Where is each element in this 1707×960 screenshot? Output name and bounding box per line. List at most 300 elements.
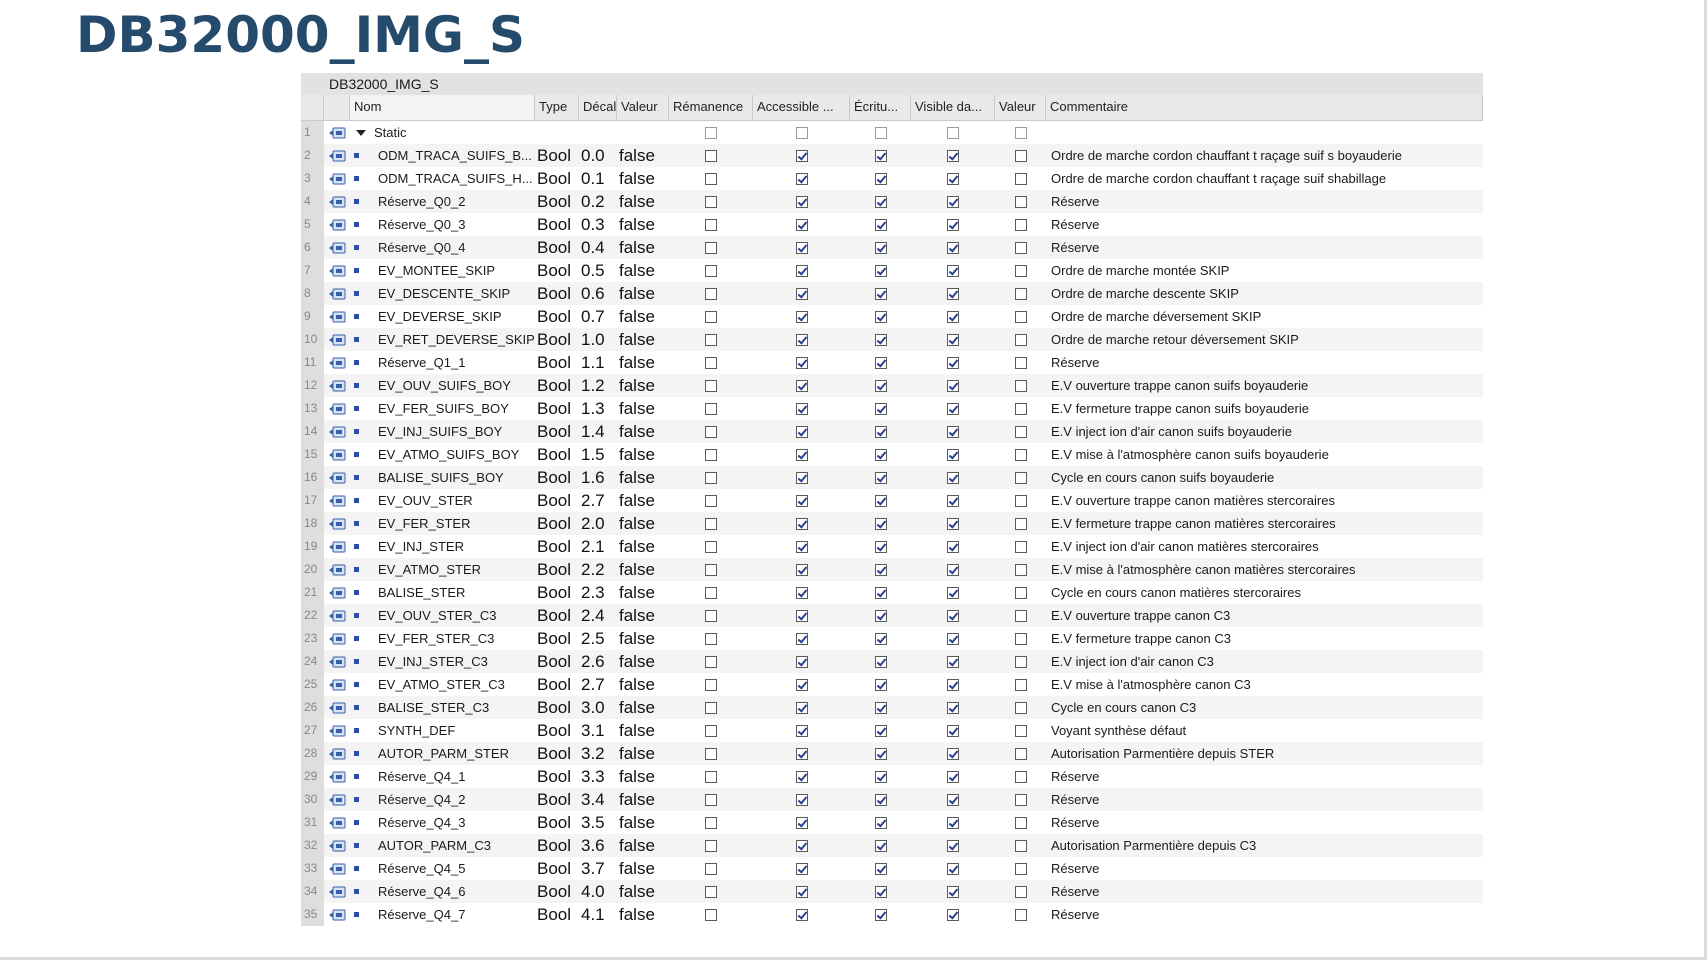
table-row[interactable] bbox=[301, 512, 1483, 535]
accessible-checkbox[interactable] bbox=[753, 673, 850, 696]
type-cell[interactable]: Bool bbox=[537, 652, 572, 671]
remanence-checkbox[interactable] bbox=[669, 167, 753, 190]
valeur-checkbox[interactable] bbox=[995, 167, 1046, 190]
type-cell[interactable]: Bool bbox=[537, 721, 572, 740]
type-cell[interactable]: Bool bbox=[537, 399, 572, 418]
name-cell[interactable] bbox=[350, 604, 535, 627]
ecriture-checkbox[interactable] bbox=[850, 650, 911, 673]
visible-checkbox[interactable] bbox=[911, 259, 995, 282]
name-cell[interactable] bbox=[350, 650, 535, 673]
ecriture-checkbox[interactable] bbox=[850, 627, 911, 650]
comment-cell[interactable]: E.V fermeture trappe canon C3 bbox=[1051, 631, 1231, 646]
table-row[interactable] bbox=[301, 305, 1483, 328]
valeur-checkbox[interactable] bbox=[995, 512, 1046, 535]
comment-cell[interactable]: Ordre de marche déversement SKIP bbox=[1051, 309, 1262, 324]
remanence-checkbox[interactable] bbox=[669, 558, 753, 581]
type-cell[interactable]: Bool bbox=[537, 353, 572, 372]
table-row[interactable] bbox=[301, 466, 1483, 489]
name-cell[interactable] bbox=[350, 213, 535, 236]
type-cell[interactable]: Bool bbox=[537, 629, 572, 648]
header-nom[interactable]: Nom bbox=[350, 95, 535, 120]
visible-checkbox[interactable] bbox=[911, 535, 995, 558]
name-cell[interactable] bbox=[350, 144, 535, 167]
value-cell[interactable]: false bbox=[619, 606, 655, 625]
table-row[interactable] bbox=[301, 535, 1483, 558]
comment-cell[interactable]: E.V mise à l'atmosphère canon suifs boyauderie bbox=[1051, 447, 1329, 462]
ecriture-checkbox[interactable] bbox=[850, 328, 911, 351]
valeur-checkbox[interactable] bbox=[995, 305, 1046, 328]
name-cell[interactable] bbox=[350, 719, 535, 742]
name-cell[interactable] bbox=[350, 834, 535, 857]
value-cell[interactable]: false bbox=[619, 146, 655, 165]
remanence-checkbox[interactable] bbox=[669, 742, 753, 765]
accessible-checkbox[interactable] bbox=[753, 282, 850, 305]
value-cell[interactable]: false bbox=[619, 215, 655, 234]
value-cell[interactable]: false bbox=[619, 859, 655, 878]
name-cell[interactable] bbox=[350, 535, 535, 558]
type-cell[interactable]: Bool bbox=[537, 491, 572, 510]
remanence-checkbox[interactable] bbox=[669, 788, 753, 811]
name-cell[interactable] bbox=[350, 857, 535, 880]
comment-cell[interactable]: Ordre de marche cordon chauffant t raçage suif shabillage bbox=[1051, 171, 1387, 186]
name-cell[interactable] bbox=[350, 788, 535, 811]
valeur-checkbox[interactable] bbox=[995, 765, 1046, 788]
valeur-checkbox[interactable] bbox=[995, 121, 1046, 144]
visible-checkbox[interactable] bbox=[911, 581, 995, 604]
table-row[interactable] bbox=[301, 811, 1483, 834]
value-cell[interactable]: false bbox=[619, 330, 655, 349]
ecriture-checkbox[interactable] bbox=[850, 788, 911, 811]
valeur-checkbox[interactable] bbox=[995, 259, 1046, 282]
ecriture-checkbox[interactable] bbox=[850, 604, 911, 627]
ecriture-checkbox[interactable] bbox=[850, 190, 911, 213]
type-cell[interactable]: Bool bbox=[537, 698, 572, 717]
comment-cell[interactable] bbox=[1046, 121, 1483, 144]
name-cell[interactable] bbox=[350, 282, 535, 305]
remanence-checkbox[interactable] bbox=[669, 650, 753, 673]
comment-cell[interactable]: Réserve bbox=[1051, 861, 1100, 876]
comment-cell[interactable]: E.V fermeture trappe canon suifs boyauderie bbox=[1051, 401, 1309, 416]
name-cell[interactable] bbox=[350, 903, 535, 926]
visible-checkbox[interactable] bbox=[911, 328, 995, 351]
name-cell[interactable] bbox=[350, 420, 535, 443]
accessible-checkbox[interactable] bbox=[753, 558, 850, 581]
valeur-checkbox[interactable] bbox=[995, 811, 1046, 834]
visible-checkbox[interactable] bbox=[911, 190, 995, 213]
visible-checkbox[interactable] bbox=[911, 696, 995, 719]
visible-checkbox[interactable] bbox=[911, 121, 995, 144]
remanence-checkbox[interactable] bbox=[669, 765, 753, 788]
table-row[interactable] bbox=[301, 627, 1483, 650]
table-row[interactable] bbox=[301, 190, 1483, 213]
value-cell[interactable]: false bbox=[619, 284, 655, 303]
accessible-checkbox[interactable] bbox=[753, 650, 850, 673]
remanence-checkbox[interactable] bbox=[669, 305, 753, 328]
table-row[interactable] bbox=[301, 558, 1483, 581]
visible-checkbox[interactable] bbox=[911, 305, 995, 328]
valeur-checkbox[interactable] bbox=[995, 236, 1046, 259]
header-decal[interactable]: Décal bbox=[579, 95, 617, 120]
remanence-checkbox[interactable] bbox=[669, 880, 753, 903]
remanence-checkbox[interactable] bbox=[669, 811, 753, 834]
accessible-checkbox[interactable] bbox=[753, 489, 850, 512]
ecriture-checkbox[interactable] bbox=[850, 443, 911, 466]
type-cell[interactable]: Bool bbox=[537, 813, 572, 832]
remanence-checkbox[interactable] bbox=[669, 581, 753, 604]
ecriture-checkbox[interactable] bbox=[850, 236, 911, 259]
remanence-checkbox[interactable] bbox=[669, 696, 753, 719]
visible-checkbox[interactable] bbox=[911, 466, 995, 489]
remanence-checkbox[interactable] bbox=[669, 397, 753, 420]
accessible-checkbox[interactable] bbox=[753, 742, 850, 765]
visible-checkbox[interactable] bbox=[911, 880, 995, 903]
comment-cell[interactable]: Réserve bbox=[1051, 815, 1100, 830]
accessible-checkbox[interactable] bbox=[753, 627, 850, 650]
visible-checkbox[interactable] bbox=[911, 834, 995, 857]
ecriture-checkbox[interactable] bbox=[850, 351, 911, 374]
valeur-checkbox[interactable] bbox=[995, 443, 1046, 466]
table-row[interactable] bbox=[301, 443, 1483, 466]
visible-checkbox[interactable] bbox=[911, 167, 995, 190]
visible-checkbox[interactable] bbox=[911, 443, 995, 466]
accessible-checkbox[interactable] bbox=[753, 880, 850, 903]
valeur-checkbox[interactable] bbox=[995, 650, 1046, 673]
ecriture-checkbox[interactable] bbox=[850, 374, 911, 397]
name-cell[interactable] bbox=[350, 443, 535, 466]
table-row[interactable] bbox=[301, 351, 1483, 374]
remanence-checkbox[interactable] bbox=[669, 719, 753, 742]
accessible-checkbox[interactable] bbox=[753, 696, 850, 719]
table-row[interactable] bbox=[301, 696, 1483, 719]
accessible-checkbox[interactable] bbox=[753, 811, 850, 834]
visible-checkbox[interactable] bbox=[911, 144, 995, 167]
name-cell[interactable] bbox=[350, 328, 535, 351]
remanence-checkbox[interactable] bbox=[669, 466, 753, 489]
valeur-checkbox[interactable] bbox=[995, 351, 1046, 374]
ecriture-checkbox[interactable] bbox=[850, 673, 911, 696]
accessible-checkbox[interactable] bbox=[753, 305, 850, 328]
comment-cell[interactable]: E.V ouverture trappe canon suifs boyauderie bbox=[1051, 378, 1309, 393]
ecriture-checkbox[interactable] bbox=[850, 719, 911, 742]
name-cell[interactable] bbox=[350, 512, 535, 535]
comment-cell[interactable]: E.V mise à l'atmosphère canon C3 bbox=[1051, 677, 1251, 692]
visible-checkbox[interactable] bbox=[911, 811, 995, 834]
table-row[interactable] bbox=[301, 765, 1483, 788]
table-row[interactable] bbox=[301, 604, 1483, 627]
name-cell[interactable] bbox=[350, 236, 535, 259]
value-cell[interactable]: false bbox=[619, 583, 655, 602]
valeur-checkbox[interactable] bbox=[995, 213, 1046, 236]
valeur-checkbox[interactable] bbox=[995, 788, 1046, 811]
accessible-checkbox[interactable] bbox=[753, 512, 850, 535]
ecriture-checkbox[interactable] bbox=[850, 581, 911, 604]
type-cell[interactable]: Bool bbox=[537, 537, 572, 556]
ecriture-checkbox[interactable] bbox=[850, 305, 911, 328]
remanence-checkbox[interactable] bbox=[669, 144, 753, 167]
value-cell[interactable]: false bbox=[619, 376, 655, 395]
accessible-checkbox[interactable] bbox=[753, 167, 850, 190]
remanence-checkbox[interactable] bbox=[669, 121, 753, 144]
name-cell[interactable] bbox=[350, 742, 535, 765]
value-cell[interactable]: false bbox=[619, 537, 655, 556]
comment-cell[interactable]: Ordre de marche descente SKIP bbox=[1051, 286, 1239, 301]
comment-cell[interactable]: Réserve bbox=[1051, 194, 1100, 209]
value-cell[interactable]: false bbox=[619, 629, 655, 648]
accessible-checkbox[interactable] bbox=[753, 121, 850, 144]
valeur-checkbox[interactable] bbox=[995, 834, 1046, 857]
remanence-checkbox[interactable] bbox=[669, 190, 753, 213]
table-row[interactable] bbox=[301, 742, 1483, 765]
ecriture-checkbox[interactable] bbox=[850, 420, 911, 443]
table-row[interactable] bbox=[301, 673, 1483, 696]
table-row[interactable] bbox=[301, 213, 1483, 236]
remanence-checkbox[interactable] bbox=[669, 604, 753, 627]
ecriture-checkbox[interactable] bbox=[850, 903, 911, 926]
type-cell[interactable]: Bool bbox=[537, 514, 572, 533]
accessible-checkbox[interactable] bbox=[753, 236, 850, 259]
comment-cell[interactable]: E.V ouverture trappe canon matières stercoraires bbox=[1051, 493, 1335, 508]
comment-cell[interactable]: Réserve bbox=[1051, 907, 1100, 922]
accessible-checkbox[interactable] bbox=[753, 535, 850, 558]
accessible-checkbox[interactable] bbox=[753, 420, 850, 443]
table-row[interactable] bbox=[301, 374, 1483, 397]
header-valeur-2[interactable]: Valeur bbox=[995, 95, 1046, 120]
accessible-checkbox[interactable] bbox=[753, 903, 850, 926]
valeur-checkbox[interactable] bbox=[995, 880, 1046, 903]
remanence-checkbox[interactable] bbox=[669, 834, 753, 857]
visible-checkbox[interactable] bbox=[911, 351, 995, 374]
name-cell[interactable] bbox=[350, 673, 535, 696]
type-cell[interactable]: Bool bbox=[537, 376, 572, 395]
visible-checkbox[interactable] bbox=[911, 765, 995, 788]
valeur-checkbox[interactable] bbox=[995, 558, 1046, 581]
header-visible[interactable]: Visible da... bbox=[911, 95, 995, 120]
comment-cell[interactable]: E.V mise à l'atmosphère canon matières stercoraires bbox=[1051, 562, 1356, 577]
visible-checkbox[interactable] bbox=[911, 512, 995, 535]
remanence-checkbox[interactable] bbox=[669, 282, 753, 305]
visible-checkbox[interactable] bbox=[911, 420, 995, 443]
header-valeur[interactable]: Valeur bbox=[617, 95, 669, 120]
value-cell[interactable]: false bbox=[619, 721, 655, 740]
accessible-checkbox[interactable] bbox=[753, 328, 850, 351]
name-cell[interactable] bbox=[350, 167, 535, 190]
type-cell[interactable]: Bool bbox=[537, 859, 572, 878]
valeur-checkbox[interactable] bbox=[995, 397, 1046, 420]
value-cell[interactable]: false bbox=[619, 698, 655, 717]
visible-checkbox[interactable] bbox=[911, 673, 995, 696]
valeur-checkbox[interactable] bbox=[995, 673, 1046, 696]
remanence-checkbox[interactable] bbox=[669, 374, 753, 397]
header-commentaire[interactable]: Commentaire bbox=[1046, 95, 1483, 120]
value-cell[interactable]: false bbox=[619, 169, 655, 188]
valeur-checkbox[interactable] bbox=[995, 535, 1046, 558]
accessible-checkbox[interactable] bbox=[753, 581, 850, 604]
type-cell[interactable]: Bool bbox=[537, 215, 572, 234]
type-cell[interactable]: Bool bbox=[537, 744, 572, 763]
remanence-checkbox[interactable] bbox=[669, 328, 753, 351]
name-cell[interactable] bbox=[350, 351, 535, 374]
value-cell[interactable]: false bbox=[619, 744, 655, 763]
visible-checkbox[interactable] bbox=[911, 903, 995, 926]
accessible-checkbox[interactable] bbox=[753, 351, 850, 374]
accessible-checkbox[interactable] bbox=[753, 213, 850, 236]
comment-cell[interactable]: Ordre de marche retour déversement SKIP bbox=[1051, 332, 1299, 347]
accessible-checkbox[interactable] bbox=[753, 604, 850, 627]
remanence-checkbox[interactable] bbox=[669, 236, 753, 259]
comment-cell[interactable]: Autorisation Parmentière depuis C3 bbox=[1051, 838, 1257, 853]
value-cell[interactable]: false bbox=[619, 353, 655, 372]
name-cell[interactable] bbox=[350, 811, 535, 834]
comment-cell[interactable]: Ordre de marche montée SKIP bbox=[1051, 263, 1230, 278]
comment-cell[interactable]: E.V inject ion d'air canon matières stercoraires bbox=[1051, 539, 1319, 554]
table-row[interactable] bbox=[301, 489, 1483, 512]
table-row-static[interactable] bbox=[301, 121, 1483, 144]
visible-checkbox[interactable] bbox=[911, 857, 995, 880]
valeur-checkbox[interactable] bbox=[995, 282, 1046, 305]
ecriture-checkbox[interactable] bbox=[850, 489, 911, 512]
comment-cell[interactable]: Ordre de marche cordon chauffant t raçage suif s boyauderie bbox=[1051, 148, 1402, 163]
comment-cell[interactable]: Cycle en cours canon suifs boyauderie bbox=[1051, 470, 1275, 485]
table-row[interactable] bbox=[301, 903, 1483, 926]
type-cell[interactable]: Bool bbox=[537, 560, 572, 579]
value-cell[interactable]: false bbox=[619, 468, 655, 487]
name-cell[interactable] bbox=[350, 489, 535, 512]
ecriture-checkbox[interactable] bbox=[850, 121, 911, 144]
remanence-checkbox[interactable] bbox=[669, 857, 753, 880]
value-cell[interactable]: false bbox=[619, 813, 655, 832]
type-cell[interactable]: Bool bbox=[537, 238, 572, 257]
value-cell[interactable]: false bbox=[619, 491, 655, 510]
accessible-checkbox[interactable] bbox=[753, 765, 850, 788]
name-cell[interactable] bbox=[350, 765, 535, 788]
comment-cell[interactable]: Réserve bbox=[1051, 240, 1100, 255]
name-cell[interactable] bbox=[350, 374, 535, 397]
comment-cell[interactable]: E.V inject ion d'air canon C3 bbox=[1051, 654, 1214, 669]
comment-cell[interactable]: E.V fermeture trappe canon matières stercoraires bbox=[1051, 516, 1336, 531]
visible-checkbox[interactable] bbox=[911, 604, 995, 627]
ecriture-checkbox[interactable] bbox=[850, 535, 911, 558]
ecriture-checkbox[interactable] bbox=[850, 512, 911, 535]
name-cell[interactable] bbox=[350, 190, 535, 213]
visible-checkbox[interactable] bbox=[911, 282, 995, 305]
comment-cell[interactable]: Voyant synthèse défaut bbox=[1051, 723, 1187, 738]
value-cell[interactable]: false bbox=[619, 422, 655, 441]
remanence-checkbox[interactable] bbox=[669, 903, 753, 926]
table-row[interactable] bbox=[301, 328, 1483, 351]
type-cell[interactable]: Bool bbox=[537, 422, 572, 441]
valeur-checkbox[interactable] bbox=[995, 144, 1046, 167]
value-cell[interactable]: false bbox=[619, 652, 655, 671]
table-row[interactable] bbox=[301, 397, 1483, 420]
accessible-checkbox[interactable] bbox=[753, 857, 850, 880]
table-row[interactable] bbox=[301, 788, 1483, 811]
ecriture-checkbox[interactable] bbox=[850, 213, 911, 236]
table-row[interactable] bbox=[301, 880, 1483, 903]
remanence-checkbox[interactable] bbox=[669, 259, 753, 282]
value-cell[interactable]: false bbox=[619, 514, 655, 533]
collapse-triangle-icon[interactable] bbox=[356, 130, 366, 136]
type-cell[interactable]: Bool bbox=[537, 445, 572, 464]
value-cell[interactable]: false bbox=[619, 790, 655, 809]
table-row[interactable] bbox=[301, 144, 1483, 167]
visible-checkbox[interactable] bbox=[911, 213, 995, 236]
remanence-checkbox[interactable] bbox=[669, 443, 753, 466]
visible-checkbox[interactable] bbox=[911, 489, 995, 512]
ecriture-checkbox[interactable] bbox=[850, 742, 911, 765]
name-cell[interactable] bbox=[350, 466, 535, 489]
ecriture-checkbox[interactable] bbox=[850, 167, 911, 190]
remanence-checkbox[interactable] bbox=[669, 351, 753, 374]
remanence-checkbox[interactable] bbox=[669, 673, 753, 696]
ecriture-checkbox[interactable] bbox=[850, 880, 911, 903]
type-cell[interactable]: Bool bbox=[537, 261, 572, 280]
value-cell[interactable]: false bbox=[619, 836, 655, 855]
remanence-checkbox[interactable] bbox=[669, 420, 753, 443]
header-remanence[interactable]: Rémanence bbox=[669, 95, 753, 120]
value-cell[interactable]: false bbox=[619, 192, 655, 211]
ecriture-checkbox[interactable] bbox=[850, 144, 911, 167]
value-cell[interactable]: false bbox=[619, 675, 655, 694]
visible-checkbox[interactable] bbox=[911, 719, 995, 742]
valeur-checkbox[interactable] bbox=[995, 604, 1046, 627]
type-cell[interactable]: Bool bbox=[537, 790, 572, 809]
ecriture-checkbox[interactable] bbox=[850, 811, 911, 834]
value-cell[interactable]: false bbox=[619, 882, 655, 901]
valeur-checkbox[interactable] bbox=[995, 903, 1046, 926]
type-cell[interactable]: Bool bbox=[537, 307, 572, 326]
valeur-checkbox[interactable] bbox=[995, 581, 1046, 604]
comment-cell[interactable]: Réserve bbox=[1051, 355, 1100, 370]
visible-checkbox[interactable] bbox=[911, 397, 995, 420]
table-row[interactable] bbox=[301, 420, 1483, 443]
ecriture-checkbox[interactable] bbox=[850, 259, 911, 282]
ecriture-checkbox[interactable] bbox=[850, 834, 911, 857]
remanence-checkbox[interactable] bbox=[669, 535, 753, 558]
remanence-checkbox[interactable] bbox=[669, 627, 753, 650]
table-row[interactable] bbox=[301, 282, 1483, 305]
valeur-checkbox[interactable] bbox=[995, 489, 1046, 512]
table-row[interactable] bbox=[301, 259, 1483, 282]
valeur-checkbox[interactable] bbox=[995, 627, 1046, 650]
comment-cell[interactable]: Cycle en cours canon C3 bbox=[1051, 700, 1197, 715]
ecriture-checkbox[interactable] bbox=[850, 857, 911, 880]
type-cell[interactable]: Bool bbox=[537, 675, 572, 694]
comment-cell[interactable]: E.V ouverture trappe canon C3 bbox=[1051, 608, 1231, 623]
valeur-checkbox[interactable] bbox=[995, 328, 1046, 351]
valeur-checkbox[interactable] bbox=[995, 857, 1046, 880]
visible-checkbox[interactable] bbox=[911, 742, 995, 765]
visible-checkbox[interactable] bbox=[911, 627, 995, 650]
accessible-checkbox[interactable] bbox=[753, 144, 850, 167]
comment-cell[interactable]: Réserve bbox=[1051, 884, 1100, 899]
comment-cell[interactable]: Réserve bbox=[1051, 217, 1100, 232]
type-cell[interactable]: Bool bbox=[537, 146, 572, 165]
table-row[interactable] bbox=[301, 834, 1483, 857]
table-row[interactable] bbox=[301, 650, 1483, 673]
ecriture-checkbox[interactable] bbox=[850, 696, 911, 719]
remanence-checkbox[interactable] bbox=[669, 213, 753, 236]
valeur-checkbox[interactable] bbox=[995, 719, 1046, 742]
table-row[interactable] bbox=[301, 719, 1483, 742]
type-cell[interactable]: Bool bbox=[537, 882, 572, 901]
value-cell[interactable]: false bbox=[619, 560, 655, 579]
type-cell[interactable]: Bool bbox=[537, 905, 572, 924]
valeur-checkbox[interactable] bbox=[995, 420, 1046, 443]
accessible-checkbox[interactable] bbox=[753, 190, 850, 213]
type-cell[interactable]: Bool bbox=[537, 330, 572, 349]
valeur-checkbox[interactable] bbox=[995, 696, 1046, 719]
type-cell[interactable]: Bool bbox=[537, 192, 572, 211]
